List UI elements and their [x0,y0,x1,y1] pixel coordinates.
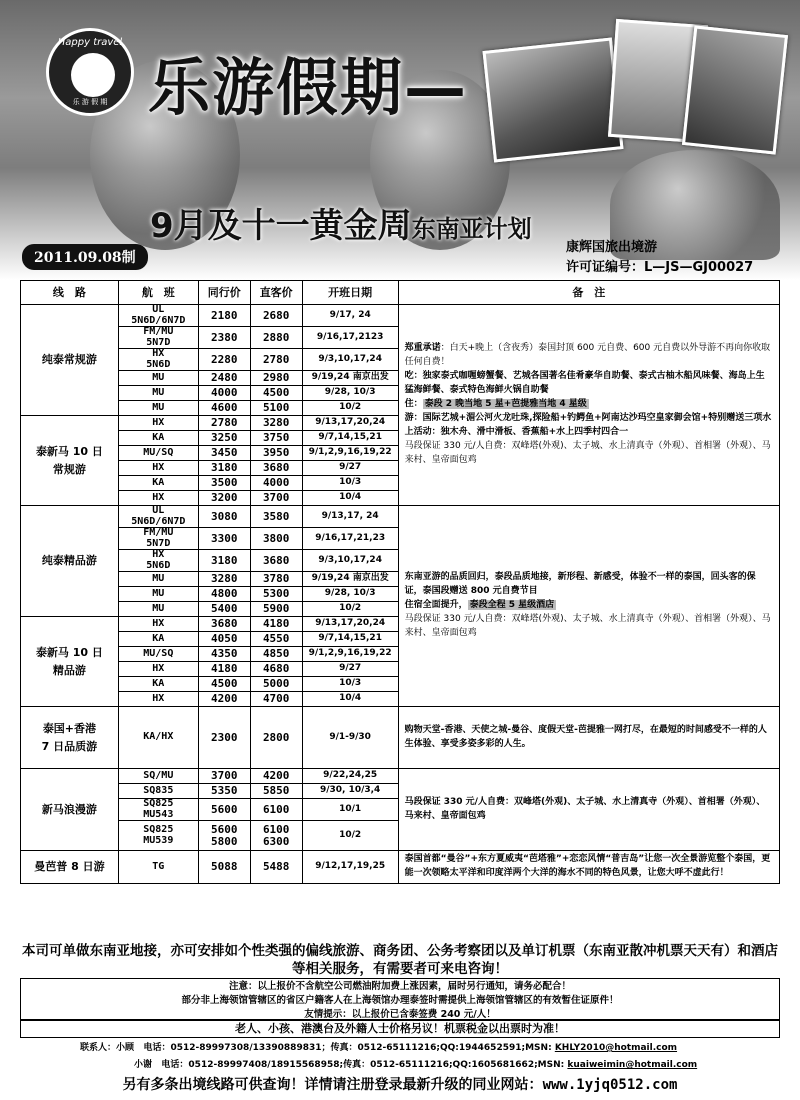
flight-cell: MU [118,572,198,587]
contact-label: 联系人： [80,1043,117,1053]
direct-price-cell: 4700 [250,692,302,707]
agent-price-cell: 2380 [198,327,250,349]
notice-box [20,978,780,1020]
date-cell: 9/3,10,17,24 [302,550,398,572]
date-cell: 9/13,17,20,24 [302,416,398,431]
direct-price-cell: 3780 [250,572,302,587]
date-cell: 9/27 [302,662,398,677]
logo-ring-text: Happy travel [57,37,123,48]
contact-2-msn-link[interactable]: kuaiweimin@hotmail.com [567,1060,698,1071]
flight-cell: TG [118,851,198,884]
date-cell: 9/17, 24 [302,305,398,327]
direct-price-cell: 2880 [250,327,302,349]
header-banner [0,0,800,280]
dancers-photo [682,25,788,154]
date-cell: 9/7,14,15,21 [302,431,398,446]
flight-cell: SQ825 MU543 [118,799,198,821]
agent-price-cell: 4000 [198,386,250,401]
flight-cell: HX 5N6D [118,550,198,572]
flight-cell: KA [118,632,198,647]
direct-price-cell: 4000 [250,476,302,491]
date-cell: 9/30, 10/3,4 [302,784,398,799]
contact-1-name: 小顾 [116,1043,135,1053]
direct-price-cell: 3280 [250,416,302,431]
date-cell: 9/19,24 南京出发 [302,572,398,587]
table-row [21,707,780,769]
agent-price-cell: 3080 [198,506,250,528]
flight-cell: SQ/MU [118,769,198,784]
direct-price-cell: 3700 [250,491,302,506]
agent-price-cell: 3680 [198,617,250,632]
header-dates: 开班日期 [302,281,398,305]
direct-price-cell: 5488 [250,851,302,884]
agent-price-cell: 4600 [198,401,250,416]
date-cell: 9/1,2,9,16,19,22 [302,647,398,662]
agent-price-cell: 5600 [198,799,250,821]
flight-cell: UL 5N6D/6N7D [118,506,198,528]
direct-price-cell: 3680 [250,550,302,572]
date-cell: 10/4 [302,491,398,506]
flight-cell: KA [118,476,198,491]
notice-1: 注意：以上报价不含航空公司燃油附加费上涨因素，届时另行通知，请务必配合！ [228,981,571,992]
agent-price-cell: 5088 [198,851,250,884]
subtitle: 9月及十一黄金周东南亚计划 [150,206,532,246]
date-cell: 10/3 [302,476,398,491]
agent-price-cell: 3300 [198,528,250,550]
date-cell: 9/16,17,21,23 [302,528,398,550]
agent-price-cell: 5400 [198,602,250,617]
agent-price-cell: 3180 [198,461,250,476]
notice-2: 部分非上海领馆管辖区的省区户籍客人在上海领馆办理泰签时需提供上海领馆管辖区的有效暂住证原件！ [181,994,619,1006]
direct-price-cell: 5300 [250,587,302,602]
flight-cell: MU [118,401,198,416]
direct-price-cell: 4850 [250,647,302,662]
route-name: 泰新马 10 日 精品游 [21,617,119,707]
date-cell: 9/28, 10/3 [302,587,398,602]
table-row [21,305,780,327]
bottom-line-text: 另有多条出境线路可供查询！详情请注册登录最新升级的同业网站： [122,1077,543,1093]
flight-cell: KA [118,677,198,692]
date-cell: 9/1,2,9,16,19,22 [302,446,398,461]
direct-price-cell: 6100 6300 [250,821,302,851]
table-row [21,506,780,528]
route-name: 泰国+香港 7 日品质游 [21,707,119,769]
agent-price-cell: 2480 [198,371,250,386]
agent-price-cell: 2300 [198,707,250,769]
note-premium-tours: 东南亚游的品质回归，泰段品质地接，新形程、新感受，体验不一样的泰国，回头客的保证，泰国段赠送 800 元自费节目 住宿全面提升， 泰段全程 5 星级酒店 马段保证 330 元/人自费：双峰塔(外观)、太子城、水上清真寺（外观）、首相署（外观）、马来村、皇帝面包鸡 [398,506,779,707]
date-cell: 10/1 [302,799,398,821]
date-cell: 9/3,10,17,24 [302,349,398,371]
notice-3: 友情提示：以上报价已含泰签费 240 元/人！ [304,1008,496,1020]
date-cell: 9/27 [302,461,398,476]
date-cell: 9/28, 10/3 [302,386,398,401]
direct-price-cell: 4500 [250,386,302,401]
note-sm-romantic: 马段保证 330 元/人自费：双峰塔(外观)、太子城、水上清真寺（外观）、首相署（外观）、马来村、皇帝面包鸡 [398,769,779,851]
flight-cell: MU [118,587,198,602]
website-link[interactable]: www.1yjq0512.com [542,1077,678,1093]
flight-cell: KA [118,431,198,446]
agent-price-cell: 3700 [198,769,250,784]
itinerary-table [20,280,780,884]
agent-price-cell: 3450 [198,446,250,461]
agency-name: 康辉国旅出境游 [566,240,658,255]
direct-price-cell: 3680 [250,461,302,476]
agent-price-cell: 3280 [198,572,250,587]
flight-cell: HX 5N6D [118,349,198,371]
agent-price-cell: 4500 [198,677,250,692]
agent-price-cell: 2180 [198,305,250,327]
flight-cell: FM/MU 5N7D [118,528,198,550]
table-header-row [21,281,780,305]
flight-cell: HX [118,692,198,707]
date-cell: 9/13,17, 24 [302,506,398,528]
flight-cell: HX [118,416,198,431]
agent-price-cell: 3200 [198,491,250,506]
agent-price-cell: 4200 [198,692,250,707]
direct-price-cell: 4180 [250,617,302,632]
date-cell: 10/2 [302,821,398,851]
direct-price-cell: 3750 [250,431,302,446]
route-name: 曼芭普 8 日游 [21,851,119,884]
price-note: 老人、小孩、港澳台及外籍人士价格另议！机票税金以出票时为准！ [20,1020,780,1038]
flight-cell: MU/SQ [118,446,198,461]
note-bangkok-8: 泰国首都“曼谷”+东方夏威夷“芭塔雅”+恋恋风情“普吉岛”让您一次全景游览整个泰国，更能一次领略太平洋和印度洋两个大洋的海水不同的特色风景，让您大呼不虚此行！ [398,851,779,884]
contact-2-name: 小谢 [134,1060,153,1071]
header-flight: 航 班 [118,281,198,305]
page-title: 乐游假期— [148,51,469,124]
header-notes: 备 注 [398,281,779,305]
date-cell: 9/22,24,25 [302,769,398,784]
date-cell: 9/13,17,20,24 [302,617,398,632]
agent-price-cell: 4350 [198,647,250,662]
contacts [80,1040,697,1074]
direct-price-cell: 5100 [250,401,302,416]
note-thai-hk: 购物天堂-香港、天使之城-曼谷、度假天堂-芭提雅一网打尽，在最短的时间感受不一样的人生体验、享受多姿多彩的人生。 [398,707,779,769]
direct-price-cell: 2980 [250,371,302,386]
date-cell: 10/3 [302,677,398,692]
flight-cell: MU/SQ [118,647,198,662]
agent-price-cell: 2780 [198,416,250,431]
direct-price-cell: 2800 [250,707,302,769]
flight-cell: KA/HX [118,707,198,769]
direct-price-cell: 3800 [250,528,302,550]
agent-price-cell: 4050 [198,632,250,647]
date-cell: 10/2 [302,602,398,617]
contact-1-info: 电话：0512-89997308/13390889831；传真：0512-65111216;QQ:1944652591;MSN: [143,1043,552,1053]
direct-price-cell: 6100 [250,799,302,821]
date-cell: 9/16,17,2123 [302,327,398,349]
agent-price-cell: 4800 [198,587,250,602]
agent-price-cell: 3250 [198,431,250,446]
route-name: 纯泰精品游 [21,506,119,617]
flight-cell: FM/MU 5N7D [118,327,198,349]
flight-cell: MU [118,371,198,386]
flight-cell: HX [118,617,198,632]
header-route: 线 路 [21,281,119,305]
contact-row-2 [80,1057,697,1074]
flight-cell: UL 5N6D/6N7D [118,305,198,327]
contact-1-msn-link[interactable]: KHLY2010@hotmail.com [554,1043,678,1053]
flight-cell: MU [118,386,198,401]
direct-price-cell: 5850 [250,784,302,799]
route-name: 泰新马 10 日 常规游 [21,416,119,506]
date-cell: 10/4 [302,692,398,707]
route-name: 新马浪漫游 [21,769,119,851]
agent-price-cell: 4180 [198,662,250,677]
header-direct-price: 直客价 [250,281,302,305]
date-tag: 2011.09.08制 [22,244,148,270]
direct-price-cell: 4200 [250,769,302,784]
temple-photo [483,38,624,163]
flight-cell: SQ835 [118,784,198,799]
direct-price-cell: 2780 [250,349,302,371]
direct-price-cell: 3950 [250,446,302,461]
date-cell: 10/2 [302,401,398,416]
flight-cell: MU [118,602,198,617]
flight-cell: HX [118,461,198,476]
direct-price-cell: 5900 [250,602,302,617]
contact-row-1 [80,1040,697,1057]
happy-travel-logo [46,28,134,116]
date-cell: 9/7,14,15,21 [302,632,398,647]
bottom-line [20,1074,780,1094]
date-cell: 9/19,24 南京出发 [302,371,398,386]
agent-price-cell: 5600 5800 [198,821,250,851]
agent-price-cell: 3180 [198,550,250,572]
direct-price-cell: 2680 [250,305,302,327]
direct-price-cell: 5000 [250,677,302,692]
table-row [21,851,780,884]
date-cell: 9/1-9/30 [302,707,398,769]
direct-price-cell: 4680 [250,662,302,677]
agent-price-cell: 5350 [198,784,250,799]
date-cell: 9/12,17,19,25 [302,851,398,884]
flight-cell: HX [118,491,198,506]
table-row [21,769,780,784]
logo-sub-text: 乐 游 假 期 [72,98,108,106]
route-name: 纯泰常规游 [21,305,119,416]
direct-price-cell: 4550 [250,632,302,647]
agent-price-cell: 2280 [198,349,250,371]
contact-2-info: 电话：0512-89997408/18915568958;传真：0512-65111216;QQ:1605681662;MSN: [161,1060,565,1071]
direct-price-cell: 3580 [250,506,302,528]
header-agent-price: 同行价 [198,281,250,305]
license-number: 许可证编号：L—JS—GJ00027 [566,260,754,275]
note-standard-tours: 郑重承诺：白天+晚上（含夜秀）泰国封顶 600 元自费、600 元自费以外导游不再向你收取任何自费！ 吃：独家泰式咖喱螃蟹餐、艺城各国著名佳肴豪华自助餐、泰式古柚木船风味餐、海岛上生猛海鲜餐、泰式特色海鲜火锅自助餐 住： 泰段 2 晚当地 5 星+芭提雅当地 4 星级 游：国际艺城+湄公河火龙吐珠,探险船+钓鳄鱼+阿南达沙玛空皇家御会馆+特别赠送三项水上活动：独木舟、滑中滑板、香蕉船+水上四季村四合一 马段保证 330 元/人自费：双峰塔(外观)、太子城、水上清真寺（外观）、首相署（外观）、马来村、皇帝面包鸡 [398,305,779,506]
service-line: 本司可单做东南亚地接，亦可安排如个性类强的偏线旅游、商务团、公务考察团以及单订机票（东南亚散冲机票天天有）和酒店等相关服务，有需要者可来电咨询！ [22,943,778,978]
agent-price-cell: 3500 [198,476,250,491]
flight-cell: HX [118,662,198,677]
flight-cell: SQ825 MU539 [118,821,198,851]
